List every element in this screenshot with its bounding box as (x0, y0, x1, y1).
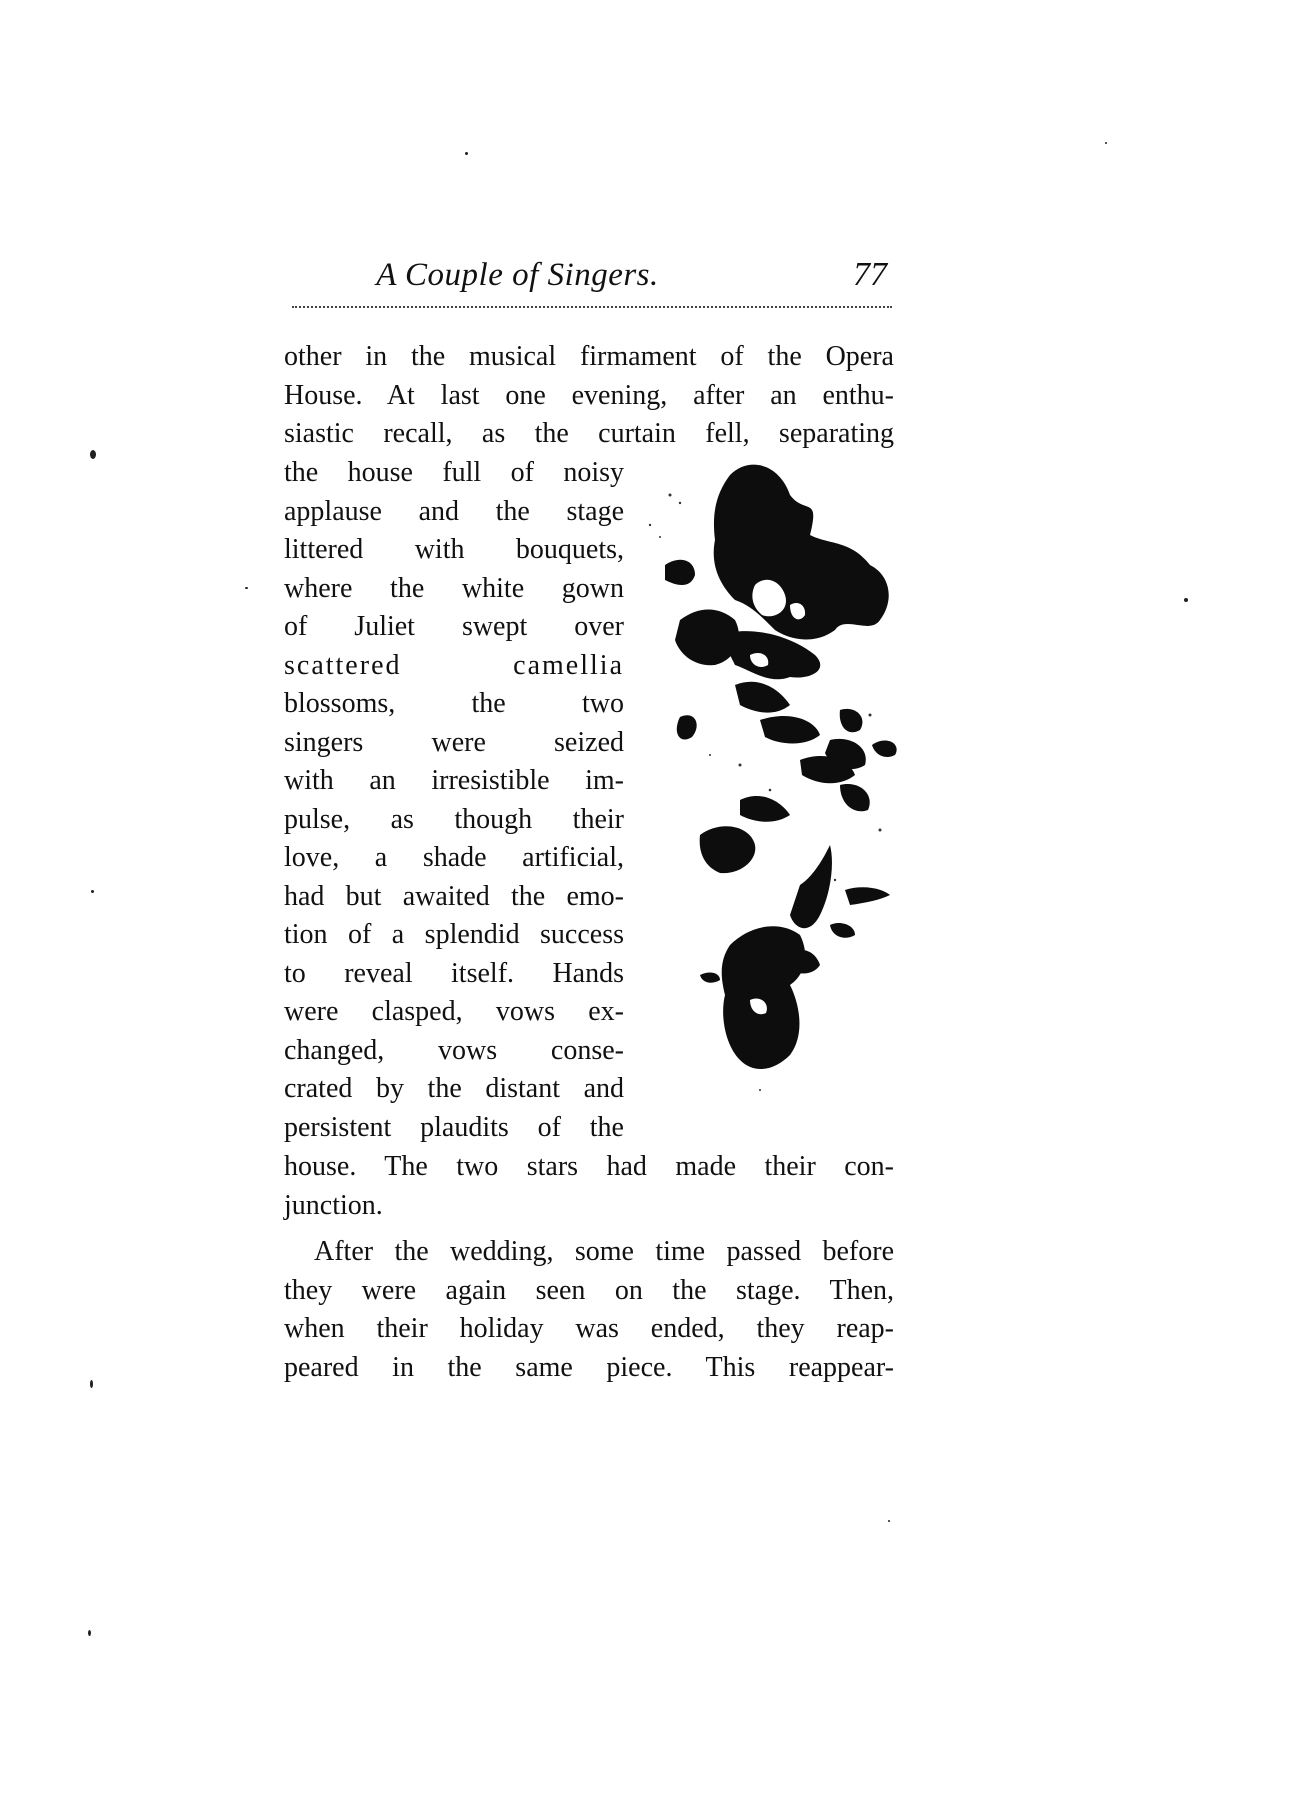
text-block-top (284, 338, 894, 454)
text-line: they were again seen on the stage. Then, (284, 1274, 894, 1306)
text-block-wrapped (284, 454, 624, 1147)
running-head (280, 255, 895, 303)
page-speck (465, 152, 468, 155)
text-line: pulse, as though their (284, 803, 624, 835)
text-line: where the white gown (284, 572, 624, 604)
text-line: other in the musical firmament of the Opera (284, 341, 894, 372)
text-line: siastic recall, as the curtain fell, separating (284, 418, 894, 449)
text-line: junction. (284, 1189, 383, 1221)
text-line: singers were seized (284, 726, 624, 758)
text-line: were clasped, vows ex- (284, 996, 624, 1027)
text-line: of Juliet swept over (284, 611, 624, 642)
floral-ornament-illustration (640, 455, 940, 1135)
page-speck (90, 1380, 93, 1388)
text-line: with an irresistible im- (284, 765, 624, 796)
running-title: A Couple of Singers. (376, 257, 659, 293)
text-line: applause and the stage (284, 495, 624, 527)
text-line: crated by the distant and (284, 1073, 624, 1104)
text-line: House. At last one evening, after an enthu- (284, 379, 894, 411)
text-line: scattered camellia (284, 649, 624, 681)
text-line: house. The two stars had made their con- (284, 1151, 894, 1182)
text-line: to reveal itself. Hands (284, 957, 624, 989)
paragraph-2 (284, 1233, 894, 1387)
page-speck (90, 450, 96, 459)
page-speck (91, 890, 94, 893)
page-speck (1105, 142, 1107, 144)
text-line: After the wedding, some time passed before (314, 1236, 894, 1267)
text-line: tion of a splendid success (284, 919, 624, 950)
page-number: 77 (853, 256, 887, 293)
text-line: persistent plaudits of the (284, 1111, 624, 1143)
page-speck (88, 1630, 91, 1636)
floral-ornament-icon (640, 455, 940, 1135)
text-line: changed, vows conse- (284, 1034, 624, 1066)
text-line: blossoms, the two (284, 688, 624, 719)
text-line: had but awaited the emo- (284, 880, 624, 912)
text-line: littered with bouquets, (284, 534, 624, 565)
text-line: the house full of noisy (284, 457, 624, 488)
text-block-bottom (284, 1148, 894, 1225)
text-line: when their holiday was ended, they reap- (284, 1313, 894, 1344)
text-line: love, a shade artificial, (284, 842, 624, 873)
page-speck (888, 1520, 890, 1522)
header-rule (292, 306, 892, 308)
text-line: peared in the same piece. This reappear- (284, 1351, 894, 1383)
page-speck (1184, 598, 1188, 602)
page-speck (245, 587, 248, 589)
